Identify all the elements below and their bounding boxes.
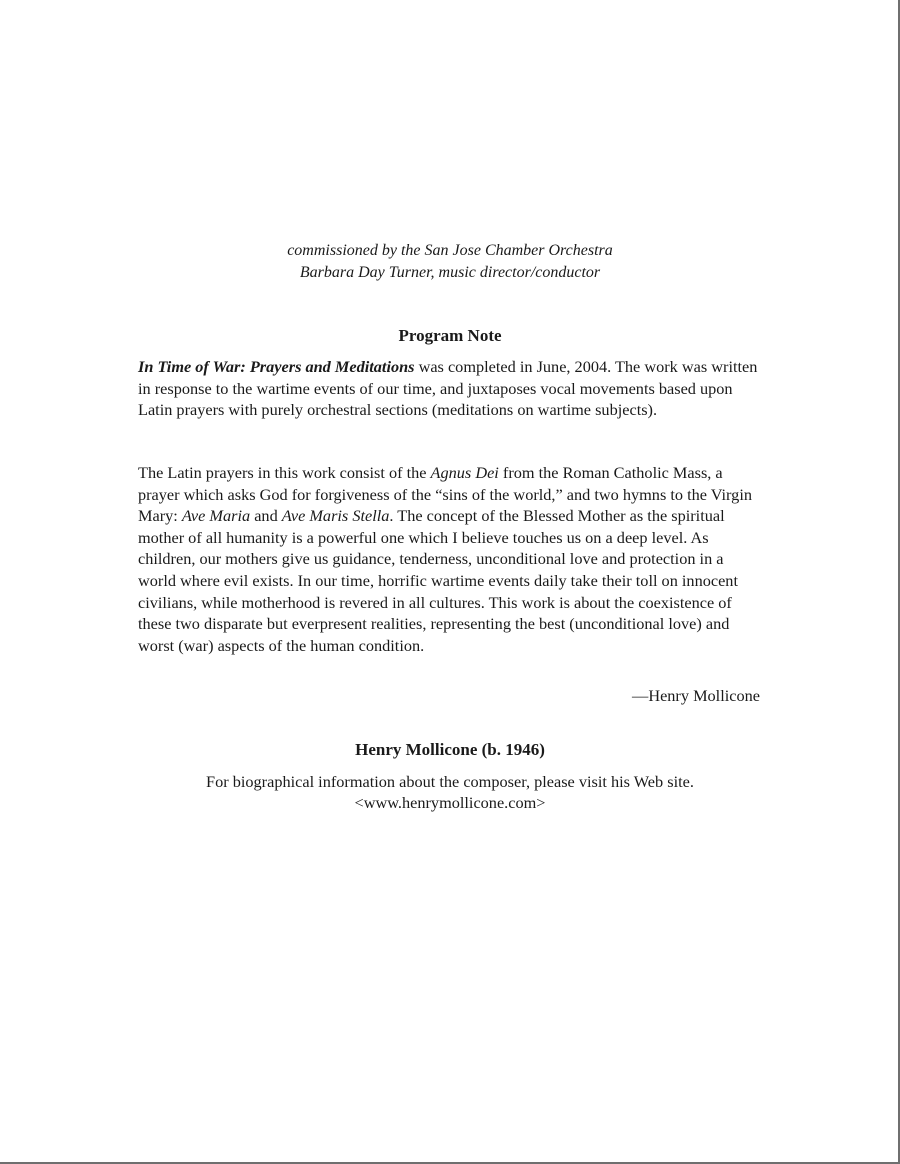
website-link: <www.henrymollicone.com> (354, 793, 546, 812)
composer-heading: Henry Mollicone (b. 1946) (355, 740, 545, 759)
agnus-dei-title: Agnus Dei (430, 463, 499, 482)
program-note-paragraph-1 (138, 356, 763, 421)
paragraph-2-text-4: . The concept of the Blessed Mother as the spiritual mother of all humanity is a powerful one which I believe touches us on a deep level. As children, our mothers give us guidance, tenderness, unconditional love and protection in a world where evil exists. In our time, horrific wartime events daily take their toll on innocent civilians, while motherhood is revered in all cultures. This work is about the coexistence of these two disparate but everpresent realities, representing the best (unconditional love) and worst (war) aspects of the human condition. (138, 506, 738, 655)
commission-line: commissioned by the San Jose Chamber Orchestra (287, 242, 613, 259)
program-note-heading: Program Note (398, 326, 502, 345)
author-signature: —Henry Mollicone (632, 686, 760, 705)
paragraph-1-text: was completed in June, 2004. The work was written in response to the wartime events of our time, and juxtaposes vocal movements based upon Latin prayers with purely orchestral sections (meditations on wartime subjects). (138, 357, 758, 420)
program-note-paragraph-2 (138, 462, 763, 656)
ave-maris-stella-title: Ave Maris Stella (281, 506, 390, 526)
conductor-line: Barbara Day Turner, music director/conductor (299, 264, 601, 281)
composer-bio (0, 771, 900, 813)
ave-maria-title: Ave Maria (181, 506, 251, 526)
commission-block (0, 240, 900, 284)
work-title: In Time of War: Prayers and Meditations (138, 357, 415, 376)
paragraph-2-text-2: from the Roman Catholic Mass, a prayer which asks God for forgiveness of the “sins of the world,” and two hymns to the Virgin Mary: (138, 463, 752, 526)
paragraph-2-text-3: and (250, 506, 282, 526)
paragraph-2-text-1: The Latin prayers in this work consist of the (138, 463, 431, 482)
bio-text: For biographical information about the composer, please visit his Web site. (206, 772, 694, 791)
